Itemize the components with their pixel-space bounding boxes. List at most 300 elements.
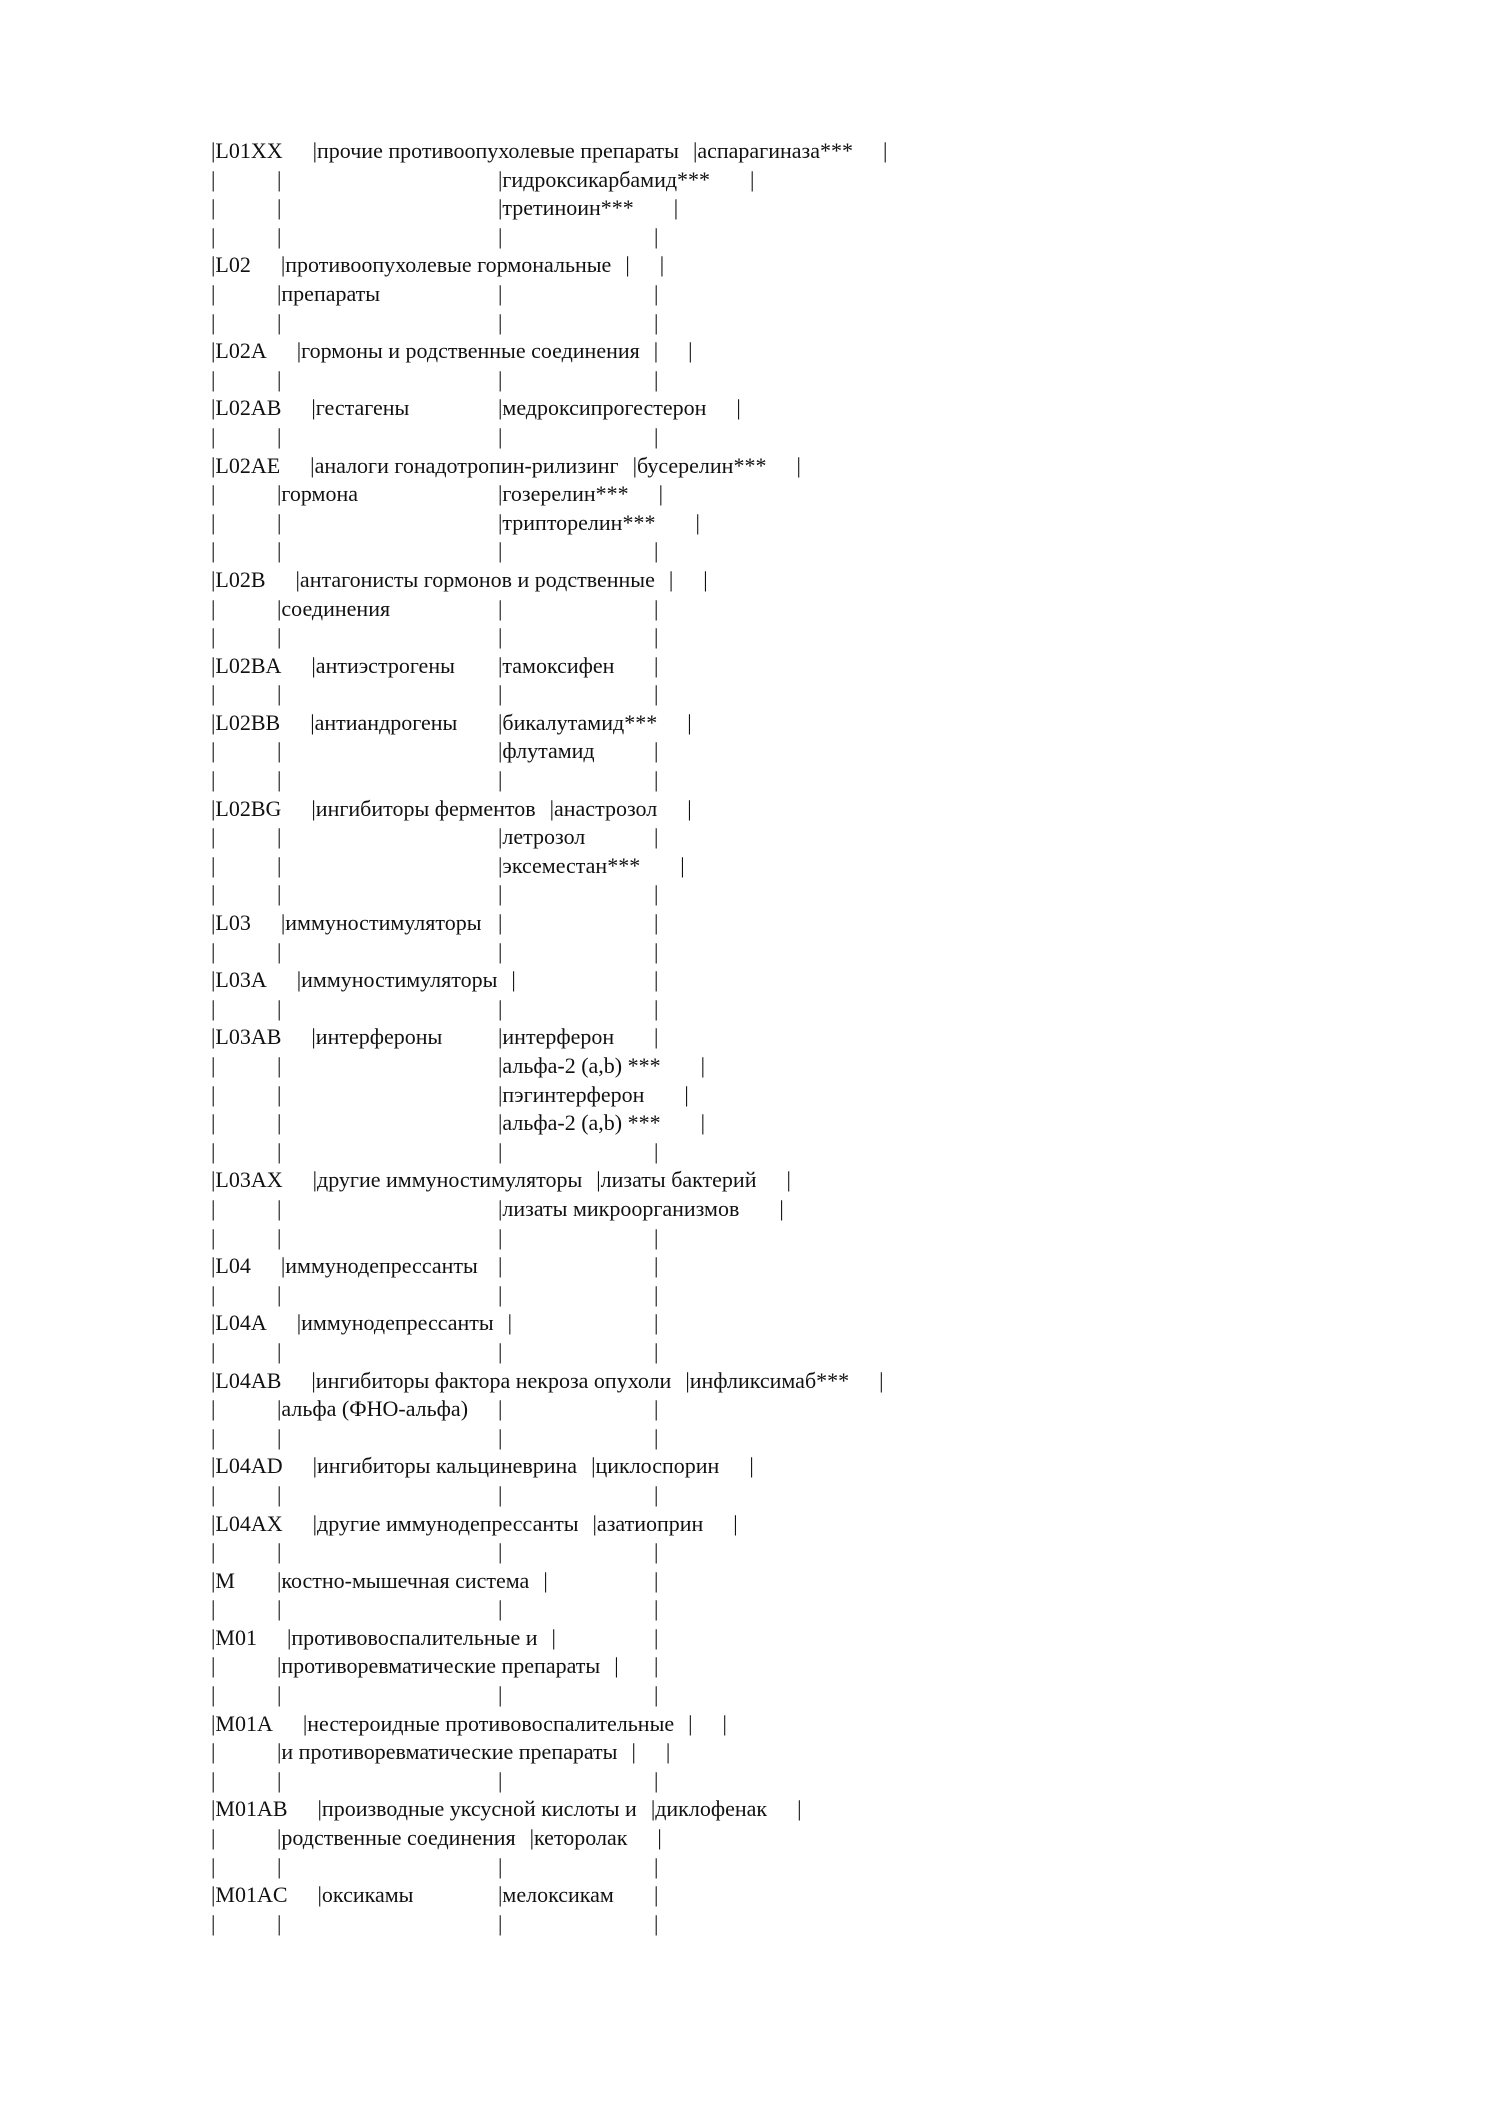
group-cell: | [277,1138,282,1164]
drug-cell: | [543,1567,548,1593]
document-line [211,1338,1211,1367]
document-line [211,938,1211,967]
code-cell: | [211,1653,216,1679]
drug-cell: |бусерелин*** [632,452,767,478]
document-line [211,1452,1211,1481]
document-line [211,194,1211,223]
group-cell: | [277,1053,282,1078]
group-cell: |нестероидные противовоспалительные [302,1710,675,1736]
document-line [211,709,1211,738]
code-cell: | [211,166,216,192]
group-cell: |ингибиторы ферментов [311,795,536,821]
drug-cell: | [498,1910,503,1936]
drug-cell: | [511,967,516,993]
document-line [211,394,1211,423]
code-cell: | [211,366,216,392]
drug-cell: |гозерелин*** [498,481,629,507]
code-cell: | [211,1481,216,1507]
code-cell: | [211,309,216,335]
drug-cell: |мелоксикам [498,1882,614,1908]
document-line [211,1738,1211,1767]
end-bar: | [657,1825,662,1851]
drug-cell: |лизаты микроорганизмов [498,1195,740,1221]
code-cell: | [211,1138,216,1164]
end-bar: | [797,1796,802,1822]
document-line [211,595,1211,624]
drug-cell: | [498,910,503,936]
drug-cell: | [498,681,503,707]
code-cell: |L04 [211,1253,251,1279]
end-bar: | [654,1882,659,1908]
code-cell: | [211,1682,216,1708]
document-line [211,1109,1211,1138]
code-cell: | [211,767,216,793]
group-cell: | [277,1481,282,1507]
document-line [211,509,1211,538]
code-cell: |M01AB [211,1796,288,1822]
end-bar: | [654,1138,659,1164]
code-cell: |L02B [211,566,266,592]
document-body [211,137,1211,1938]
group-cell: | [277,366,282,392]
end-bar: | [654,1424,659,1450]
end-bar: | [680,852,685,878]
document-line [211,1624,1211,1653]
end-bar: | [659,252,665,278]
drug-cell: | [498,1396,503,1422]
code-cell: | [211,423,216,449]
code-cell: | [211,1539,216,1565]
drug-cell: |эксеместан*** [498,852,641,878]
document-line [211,737,1211,766]
drug-cell: |аспарагиназа*** [692,138,853,163]
end-bar: | [654,995,659,1021]
document-line [211,1281,1211,1310]
drug-cell: | [498,309,503,335]
code-cell: | [211,738,216,764]
drug-cell: | [498,1424,503,1450]
code-cell: |L02AE [211,452,281,478]
group-cell: | [277,1424,282,1450]
drug-cell: | [498,1596,503,1622]
document-line [211,1224,1211,1253]
end-bar: | [654,738,659,764]
end-bar: | [786,1167,791,1193]
end-bar: | [654,1539,659,1565]
code-cell: | [211,938,216,964]
document-line [211,1023,1211,1052]
document-line [211,680,1211,709]
end-bar: | [654,1653,659,1679]
code-cell: | [211,624,216,650]
document-line [211,766,1211,795]
drug-cell: | [498,366,503,392]
drug-cell: | [498,1481,503,1507]
end-bar: | [654,280,659,306]
code-cell: | [211,1596,216,1622]
document-line [211,480,1211,509]
document-line [211,337,1211,366]
group-cell: | [277,1910,282,1936]
document-line [211,1510,1211,1539]
drug-cell: |альфа-2 (a,b) *** [498,1110,661,1136]
document-line [211,1252,1211,1281]
code-cell: | [211,852,216,878]
group-cell: | [277,223,282,249]
group-cell: | [277,881,282,907]
drug-cell: | [498,423,503,449]
document-line [211,452,1211,481]
drug-cell: | [498,1767,503,1793]
document-line [211,1595,1211,1624]
document-line [211,880,1211,909]
drug-cell: | [498,767,503,793]
end-bar: | [688,338,693,364]
drug-cell: |флутамид [498,738,595,764]
document-line [211,1681,1211,1710]
end-bar: | [733,1510,738,1536]
code-cell: | [211,1338,216,1364]
drug-cell: | [653,338,659,364]
document-line [211,1081,1211,1110]
document-line [211,223,1211,252]
end-bar: | [736,395,741,421]
document-line [211,1166,1211,1195]
group-cell: |иммунодепрессанты [280,1253,478,1279]
document-line [211,1652,1211,1681]
drug-cell: | [498,624,503,650]
group-cell: | [277,1539,282,1565]
end-bar: | [658,481,664,507]
drug-cell: |диклофенак [650,1796,768,1822]
group-cell: |прочие противоопухолевые препараты [312,138,679,163]
document-line [211,852,1211,881]
end-bar: | [654,1910,659,1936]
code-cell: | [211,1081,216,1107]
group-cell: | [277,423,282,449]
end-bar: | [687,709,692,735]
drug-cell: | [688,1710,693,1736]
end-bar: | [749,1453,754,1479]
code-cell: |M01 [211,1624,257,1650]
document-line [211,823,1211,852]
group-cell: | [277,938,282,964]
document-line [211,1195,1211,1224]
group-cell: |гестагены [311,395,410,421]
end-bar: | [654,824,659,850]
code-cell: |L04AX [211,1510,283,1536]
document-line [211,1138,1211,1167]
code-cell: | [211,1224,216,1250]
group-cell: | [277,195,282,221]
end-bar: | [654,1624,659,1650]
group-cell: |ингибиторы фактора некроза опухоли [311,1367,672,1393]
drug-cell: |интерферон [498,1024,615,1050]
code-cell: | [211,681,216,707]
document-line [211,1052,1211,1081]
group-cell: |гормоны и родственные соединения [296,338,640,364]
document-line [211,566,1211,595]
document-line [211,309,1211,338]
end-bar: | [654,595,659,621]
code-cell: | [211,881,216,907]
document-line [211,995,1211,1024]
group-cell: |соединения [277,595,391,621]
document-line [211,1853,1211,1882]
end-bar: | [654,423,659,449]
end-bar: | [654,624,659,650]
drug-cell: | [498,1138,503,1164]
group-cell: |противовоспалительные и [286,1624,538,1650]
drug-cell: | [631,1739,636,1765]
code-cell: | [211,223,216,249]
end-bar: | [654,1224,659,1250]
group-cell: | [277,1081,282,1107]
group-cell: | [277,1767,282,1793]
group-cell: |антиэстрогены [311,652,455,678]
group-cell: | [277,824,282,850]
document-line [211,251,1211,280]
code-cell: | [211,824,216,850]
group-cell: | [277,166,282,192]
code-cell: | [211,1195,216,1221]
end-bar: | [703,566,708,592]
drug-cell: | [498,938,503,964]
code-cell: | [211,1853,216,1879]
group-cell: | [277,1224,282,1250]
code-cell: | [211,1910,216,1936]
code-cell: | [211,195,216,221]
group-cell: | [277,995,282,1021]
group-cell: | [277,738,282,764]
code-cell: | [211,1396,216,1422]
document-line [211,280,1211,309]
end-bar: | [654,223,659,249]
code-cell: |L03A [211,967,267,993]
end-bar: | [654,1767,659,1793]
group-cell: | [277,1195,282,1221]
code-cell: |L02BG [211,795,282,821]
end-bar: | [654,1596,659,1622]
group-cell: | [277,1281,282,1307]
drug-cell: | [498,1224,503,1250]
group-cell: |противоревматические препараты [277,1653,601,1679]
code-cell: |L01XX [211,138,283,163]
end-bar: | [654,767,659,793]
group-cell: |иммунодепрессанты [296,1310,494,1336]
drug-cell: |альфа-2 (a,b) *** [498,1053,661,1078]
end-bar: | [654,967,659,993]
end-bar: | [654,652,659,678]
document-line [211,166,1211,195]
group-cell: |иммуностимуляторы [280,910,482,936]
group-cell: |антагонисты гормонов и родственные [295,566,655,592]
document-line [211,423,1211,452]
document-line [211,795,1211,824]
group-cell: | [277,1338,282,1364]
drug-cell: | [498,223,503,249]
drug-cell: | [498,1539,503,1565]
drug-cell: | [498,1281,503,1307]
code-cell: |L02BA [211,652,282,678]
group-cell: | [277,538,282,564]
code-cell: | [211,538,216,564]
group-cell: |другие иммунодепрессанты [312,1510,579,1536]
drug-cell: | [498,1338,503,1364]
group-cell: |другие иммуностимуляторы [312,1167,583,1193]
group-cell: | [277,1853,282,1879]
end-bar: | [654,1682,659,1708]
drug-cell: |пэгинтерферон [498,1081,645,1107]
code-cell: |L02 [211,252,251,278]
end-bar: | [654,1567,659,1593]
drug-cell: | [498,995,503,1021]
document-line [211,1881,1211,1910]
drug-cell: | [498,1682,503,1708]
drug-cell: | [498,280,503,306]
document-line [211,652,1211,681]
code-cell: |L04AB [211,1367,282,1393]
code-cell: | [211,1281,216,1307]
document-line [211,1395,1211,1424]
group-cell: |препараты [277,280,381,306]
drug-cell: | [498,538,503,564]
group-cell: | [277,1682,282,1708]
end-bar: | [722,1710,727,1736]
code-cell: |M [211,1567,235,1593]
drug-cell: |гидроксикарбамид*** [498,166,711,192]
drug-cell: | [498,595,503,621]
end-bar: | [684,1081,689,1107]
drug-cell: | [507,1310,513,1336]
end-bar: | [654,366,659,392]
end-bar: | [654,1338,659,1364]
document-line [211,909,1211,938]
document-line [211,1538,1211,1567]
code-cell: | [211,595,216,621]
document-line [211,137,1211,166]
code-cell: | [211,1110,216,1136]
document-line [211,966,1211,995]
end-bar: | [654,881,659,907]
group-cell: |костно-мышечная система [277,1567,530,1593]
end-bar: | [779,1195,784,1221]
group-cell: |производные уксусной кислоты и [317,1796,637,1822]
drug-cell: | [614,1653,619,1679]
end-bar: | [654,1310,659,1336]
drug-cell: |инфликсимаб*** [685,1367,850,1393]
drug-cell: |бикалутамид*** [498,709,658,735]
end-bar: | [687,795,692,821]
group-cell: | [277,681,282,707]
code-cell: |L03AB [211,1024,282,1050]
group-cell: |родственные соединения [277,1825,516,1851]
end-bar: | [695,509,700,535]
document-line [211,1767,1211,1796]
group-cell: |иммуностимуляторы [296,967,498,993]
drug-cell: |третиноин*** [498,195,634,221]
drug-cell: | [551,1624,556,1650]
group-cell: |антиандрогены [310,709,458,735]
group-cell: |гормона [277,481,359,507]
code-cell: | [211,1767,216,1793]
drug-cell: |тамоксифен [498,652,615,678]
document-line [211,537,1211,566]
group-cell: | [277,1596,282,1622]
code-cell: |M01A [211,1710,273,1736]
drug-cell: |трипторелин*** [498,509,656,535]
group-cell: | [277,509,282,535]
document-line [211,623,1211,652]
end-bar: | [654,309,659,335]
code-cell: |L03AX [211,1167,283,1193]
group-cell: |ингибиторы кальциневрина [312,1453,578,1479]
end-bar: | [882,138,888,163]
end-bar: | [654,538,659,564]
drug-cell: | [498,1253,503,1279]
document-line [211,1710,1211,1739]
end-bar: | [750,166,755,192]
end-bar: | [654,910,659,936]
document-line [211,1367,1211,1396]
drug-cell: | [625,252,630,278]
drug-cell: |азатиоприн [592,1510,704,1536]
drug-cell: | [498,1853,503,1879]
code-cell: | [211,280,216,306]
document-line [211,1910,1211,1939]
code-cell: |M01AC [211,1882,288,1908]
group-cell: |аналоги гонадотропин-рилизинг [310,452,619,478]
code-cell: | [211,509,216,535]
code-cell: | [211,481,216,507]
end-bar: | [654,1253,659,1279]
group-cell: |противоопухолевые гормональные [280,252,612,278]
code-cell: | [211,995,216,1021]
drug-cell: |медроксипрогестерон [498,395,707,421]
drug-cell: | [498,881,503,907]
drug-cell: |циклоспорин [591,1453,720,1479]
document-line [211,1481,1211,1510]
group-cell: | [277,767,282,793]
end-bar: | [654,1853,659,1879]
group-cell: |и противоревматические препараты [277,1739,618,1765]
end-bar: | [879,1367,884,1393]
code-cell: |L02A [211,338,267,364]
end-bar: | [665,1739,671,1765]
group-cell: | [277,624,282,650]
end-bar: | [700,1053,706,1078]
document-line [211,366,1211,395]
group-cell: |альфа (ФНО-альфа) [277,1396,469,1422]
code-cell: |L04AD [211,1453,283,1479]
code-cell: | [211,1424,216,1450]
document-line [211,1824,1211,1853]
end-bar: | [654,1396,659,1422]
end-bar: | [796,452,801,478]
drug-cell: |кеторолак [529,1825,628,1851]
document-line [211,1309,1211,1338]
code-cell: | [211,1825,216,1851]
drug-cell: | [668,566,674,592]
code-cell: | [211,1739,216,1765]
end-bar: | [700,1110,706,1136]
code-cell: |L02BB [211,709,281,735]
group-cell: |интерфероны [311,1024,443,1050]
group-cell: | [277,852,282,878]
end-bar: | [654,1281,659,1307]
end-bar: | [654,1024,659,1050]
code-cell: |L02AB [211,395,282,421]
